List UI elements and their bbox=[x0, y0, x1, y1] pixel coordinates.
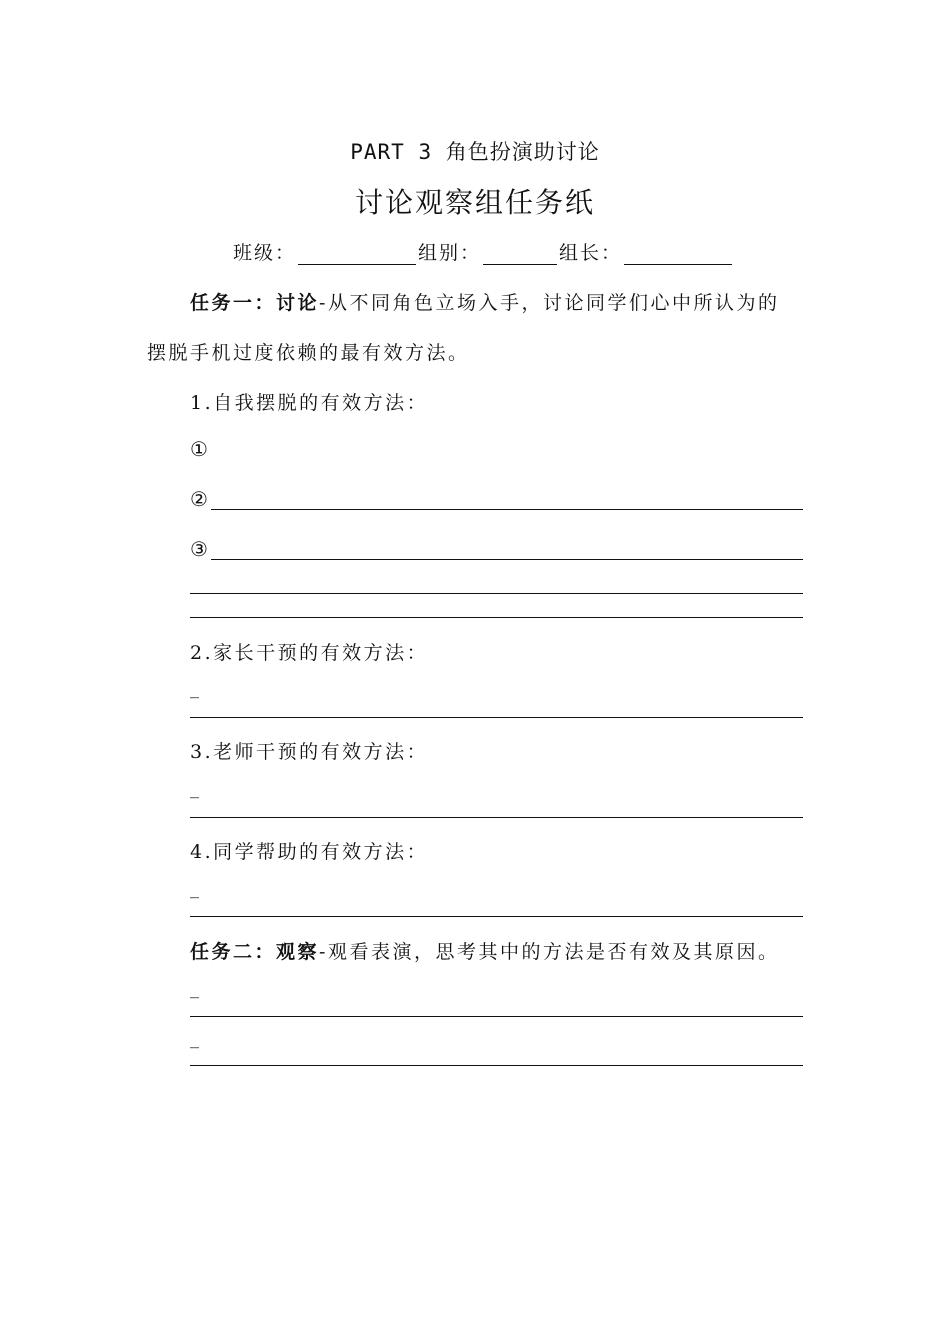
item4-marker: _ bbox=[190, 878, 199, 899]
group-field[interactable] bbox=[483, 242, 557, 265]
item2-heading: 2.家长干预的有效方法： bbox=[190, 642, 429, 664]
part-heading: PART 3 角色扮演助讨论 bbox=[350, 140, 600, 164]
answer-line[interactable] bbox=[190, 1016, 803, 1017]
class-field[interactable] bbox=[298, 242, 416, 265]
page-title: 讨论观察组任务纸 bbox=[354, 186, 595, 219]
task1-line1 bbox=[190, 288, 779, 315]
leader-field[interactable] bbox=[624, 242, 732, 265]
answer-line[interactable] bbox=[190, 617, 803, 618]
task2-marker-1: _ bbox=[190, 978, 199, 999]
answer-line[interactable] bbox=[190, 717, 803, 718]
item2-marker: _ bbox=[190, 678, 199, 699]
task1-text-line1: -从不同角色立场入手，讨论同学们心中所认为的 bbox=[319, 292, 780, 314]
item3-heading: 3.老师干预的有效方法： bbox=[190, 741, 429, 763]
item3-marker: _ bbox=[190, 778, 199, 799]
item1-marker-3: ③ bbox=[190, 537, 208, 561]
answer-line[interactable] bbox=[190, 1065, 803, 1066]
answer-line[interactable] bbox=[211, 559, 803, 560]
leader-label: 组长： bbox=[559, 242, 623, 264]
task2-label: 任务二： bbox=[190, 941, 277, 963]
item1-heading: 1.自我摆脱的有效方法： bbox=[190, 392, 429, 414]
answer-line[interactable] bbox=[211, 509, 803, 510]
group-label: 组别： bbox=[418, 242, 482, 264]
answer-line[interactable] bbox=[190, 593, 803, 594]
info-row bbox=[233, 238, 734, 265]
answer-line[interactable] bbox=[190, 817, 803, 818]
task2-text: -观看表演，思考其中的方法是否有效及其原因。 bbox=[319, 941, 780, 963]
task2-marker-2: _ bbox=[190, 1028, 199, 1049]
task1-text-line2: 摆脱手机过度依赖的最有效方法。 bbox=[147, 342, 470, 364]
answer-line[interactable] bbox=[190, 916, 803, 917]
item1-marker-2: ② bbox=[190, 487, 208, 511]
task1-keyword: 讨论 bbox=[276, 292, 320, 314]
item4-heading: 4.同学帮助的有效方法： bbox=[190, 841, 429, 863]
item1-marker-1: ① bbox=[190, 437, 208, 461]
task1-label: 任务一： bbox=[190, 292, 277, 314]
task2-keyword: 观察 bbox=[276, 941, 320, 963]
task2-line bbox=[190, 937, 779, 964]
class-label: 班级： bbox=[233, 242, 297, 264]
